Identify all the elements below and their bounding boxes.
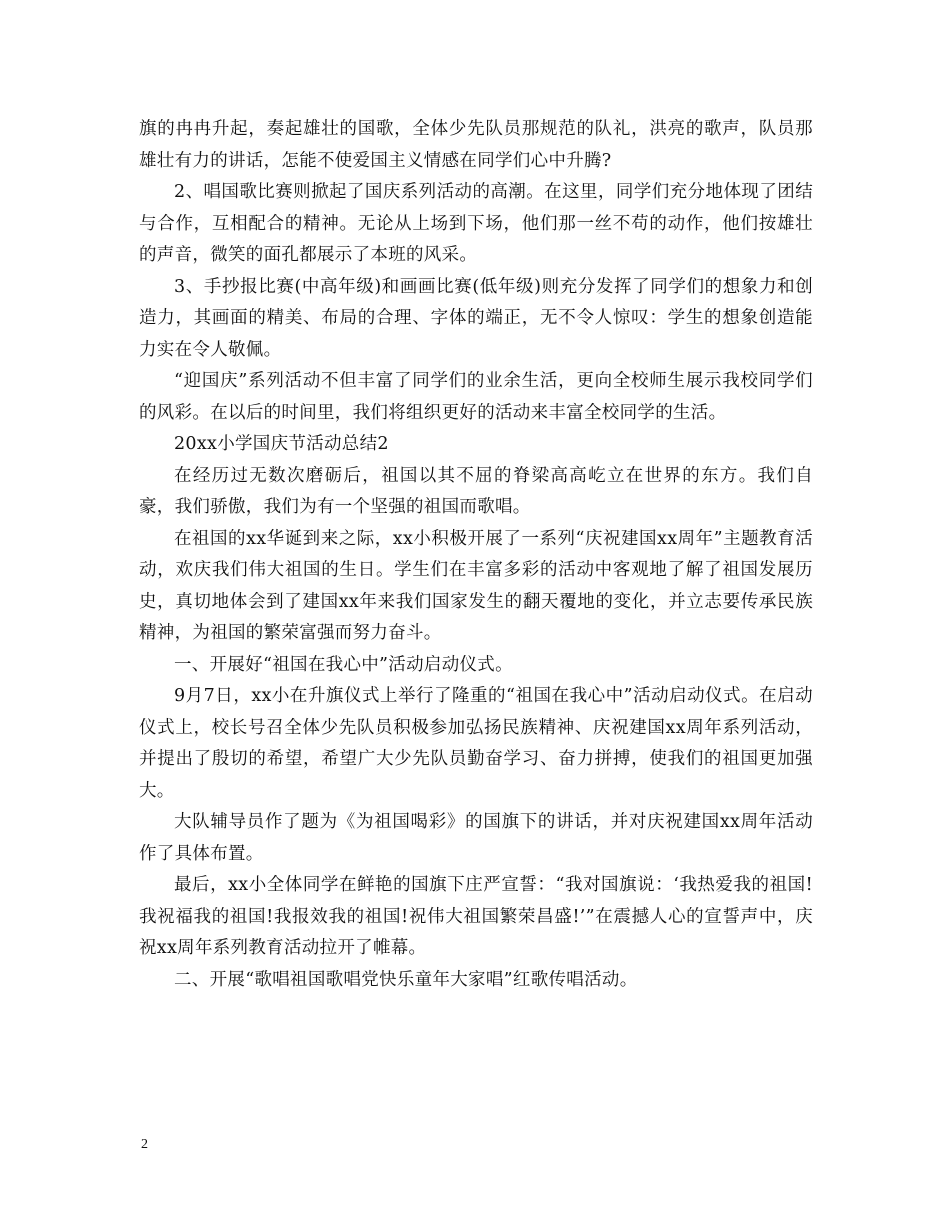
subheading-2: 二、开展“歌唱祖国歌唱党快乐童年大家唱”红歌传唱活动。 [174,969,638,990]
paragraph-7: 在祖国的xx华诞到来之际，xx小积极开展了一系列“庆祝建国xx周年”主题教育活动，欢庆我们伟大祖国的生日。学生们在丰富多彩的活动中客观地了解了祖国发展历史，真切地体会到了建国xx年来我们国家发生的翻天覆地的变化，并立志要传承民族精神，为祖国的繁荣富强而努力奋斗。 [139,528,813,643]
paragraph-10: 大队辅导员作了题为《为祖国喝彩》的国旗下的讲话，并对庆祝建国xx周年活动作了具体布置。 [139,812,813,864]
page-number: 2 [141,1137,148,1152]
paragraph-4: “迎国庆”系列活动不但丰富了同学们的业余生活，更向全校师生展示我校同学们的风彩。在以后的时间里，我们将组织更好的活动来丰富全校同学的生活。 [139,371,813,423]
section-heading: 20xx小学国庆节活动总结2 [174,434,389,454]
subheading-1: 一、开展好“祖国在我心中”活动启动仪式。 [174,654,513,675]
paragraph-6: 在经历过无数次磨砺后，祖国以其不屈的脊梁高高屹立在世界的东方。我们自豪，我们骄傲，我们为有一个坚强的祖国而歌唱。 [139,465,813,517]
paragraph-1: 旗的冉冉升起，奏起雄壮的国歌，全体少先队员那规范的队礼，洪亮的歌声，队员那雄壮有力的讲话，怎能不使爱国主义情感在同学们心中升腾? [139,119,813,171]
paragraph-3: 3、手抄报比赛(中高年级)和画画比赛(低年级)则充分发挥了同学们的想象力和创造力，其画面的精美、布局的合理、字体的端正，无不令人惊叹：学生的想象创造能力实在令人敬佩。 [139,276,813,360]
paragraph-11: 最后，xx小全体同学在鲜艳的国旗下庄严宣誓：“我对国旗说：‘我热爱我的祖国!我祝福我的祖国!我报效我的祖国!祝伟大祖国繁荣昌盛!’”在震撼人心的宣誓声中，庆祝xx周年系列教育活动拉开了帷幕。 [139,875,813,958]
document-body [139,114,813,996]
paragraph-2: 2、唱国歌比赛则掀起了国庆系列活动的高潮。在这里，同学们充分地体现了团结与合作，互相配合的精神。无论从上场到下场，他们那一丝不苟的动作，他们按雄壮的声音，微笑的面孔都展示了本班的风采。 [139,182,813,265]
paragraph-9: 9月7日，xx小在升旗仪式上举行了隆重的“祖国在我心中”活动启动仪式。在启动仪式上，校长号召全体少先队员积极参加弘扬民族精神、庆祝建国xx周年系列活动，并提出了殷切的希望，希望广大少先队员勤奋学习、奋力拼搏，使我们的祖国更加强大。 [139,686,813,801]
